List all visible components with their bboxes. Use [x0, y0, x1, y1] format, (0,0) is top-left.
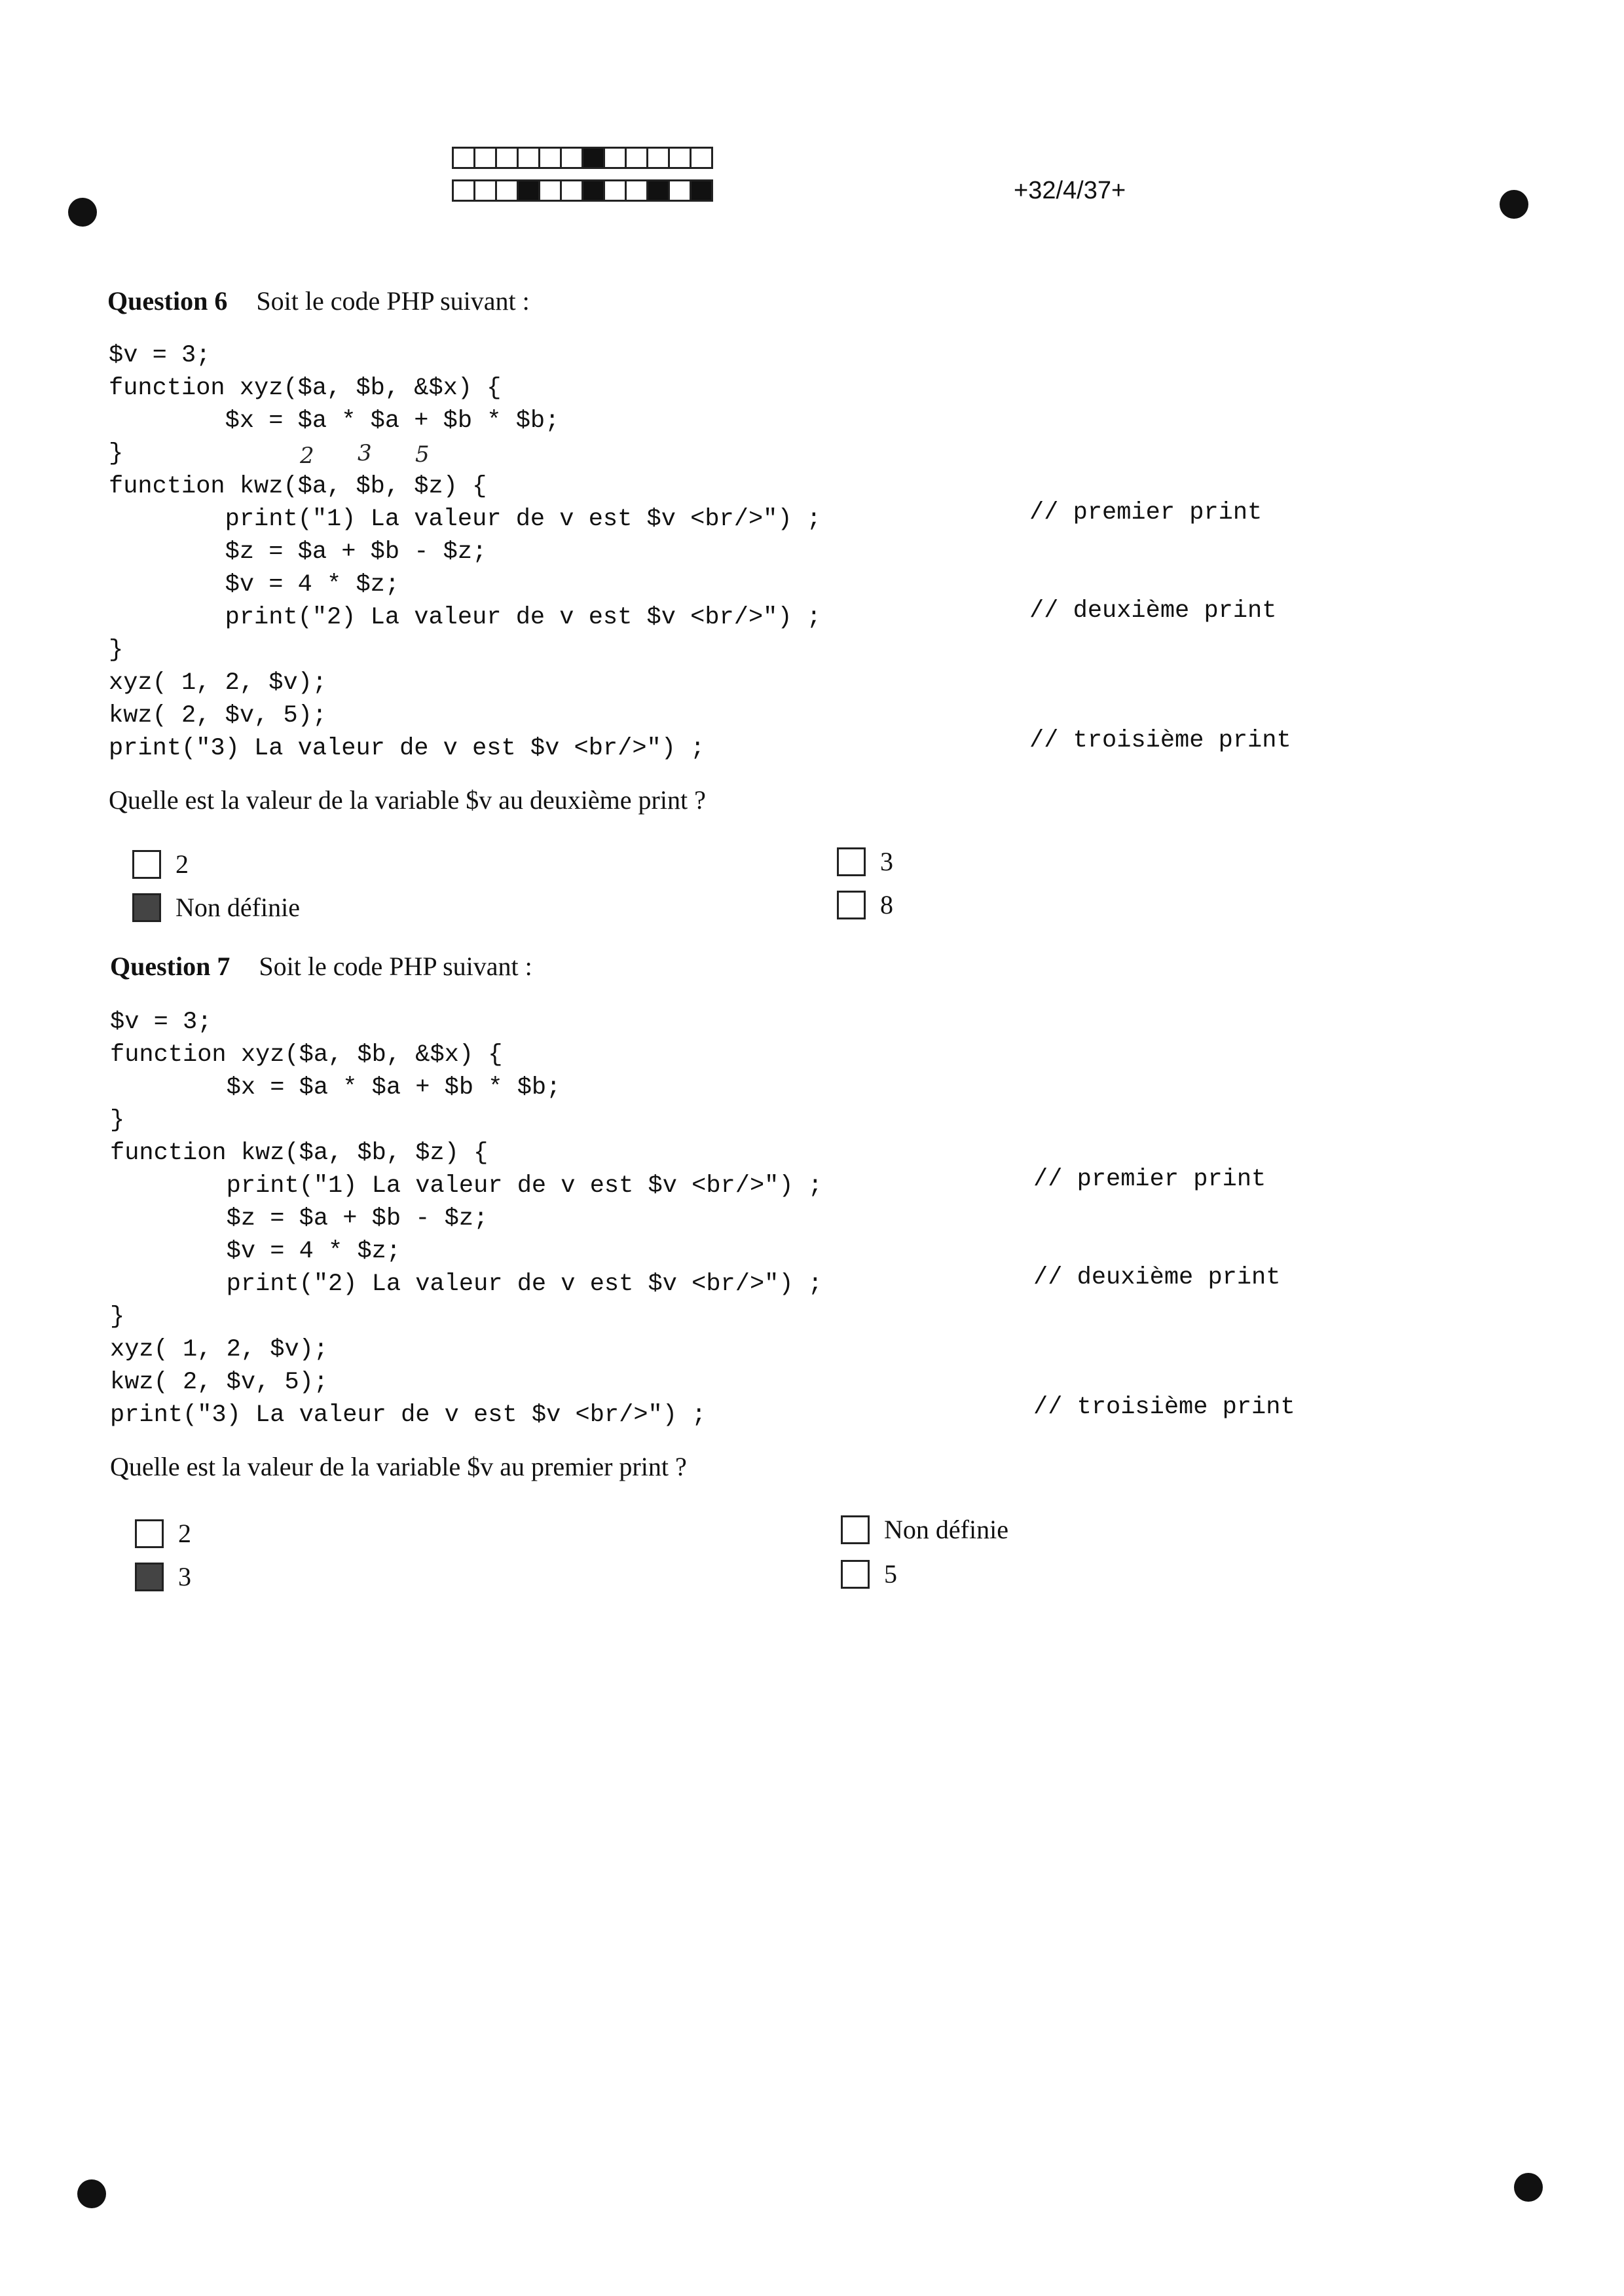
question-6-handwritten-note-1: 2 [300, 443, 314, 469]
question-7-option-non-definie-label: Non définie [884, 1515, 1008, 1544]
question-6-option-3[interactable] [837, 846, 893, 877]
id-box-cell [560, 179, 583, 202]
question-7-option-5[interactable] [841, 1559, 897, 1589]
question-6-option-non-definie-checkbox[interactable] [132, 893, 161, 922]
registration-dot-bottom-left [77, 2179, 106, 2208]
question-6-option-2-checkbox[interactable] [132, 850, 161, 879]
question-6-option-2[interactable] [132, 849, 189, 880]
id-box-cell [538, 147, 562, 169]
id-box-cell [668, 179, 692, 202]
question-7-option-5-checkbox[interactable] [841, 1560, 870, 1589]
id-box-cell [517, 179, 540, 202]
question-7-option-3-label: 3 [178, 1562, 191, 1591]
question-6-option-3-label: 3 [880, 847, 893, 876]
id-box-cell [603, 179, 627, 202]
question-7-code: $v = 3; function xyz($a, $b, &$x) { $x = $a * $a + $b * $b; } function kwz($a, $b, $z) { print("1) La valeur de v est $v <br/>") ; $z = $a + $b - $z; $v = 4 * $z; print("2) La valeur de v est $v <br/>") ; } xyz( 1, 2, $v); kwz( 2, $v, 5); print("3) La valeur de v est $v <br/>") ; [110, 1009, 822, 1429]
question-7-option-3-checkbox[interactable] [135, 1563, 164, 1591]
id-box-cell [625, 147, 648, 169]
question-7-comment-premier: // premier print [1033, 1166, 1266, 1193]
question-6-option-8-checkbox[interactable] [837, 891, 866, 919]
id-box-cell [603, 147, 627, 169]
id-box-cell [452, 147, 475, 169]
question-6-label: Question 6 [107, 286, 228, 316]
question-7-comment-troisieme: // troisième print [1033, 1394, 1295, 1421]
registration-dot-top-left [68, 198, 97, 227]
question-6-option-8-label: 8 [880, 890, 893, 919]
id-box-cell [473, 179, 497, 202]
id-box-cell [668, 147, 692, 169]
question-7-comment-deuxieme: // deuxième print [1033, 1264, 1281, 1291]
question-6-comment-deuxieme: // deuxième print [1029, 597, 1277, 625]
question-7-option-3[interactable] [135, 1561, 191, 1592]
question-7-option-5-label: 5 [884, 1559, 897, 1589]
page-id: +32/4/37+ [1014, 177, 1126, 204]
question-7-option-non-definie[interactable] [841, 1514, 1008, 1545]
id-box-cell [560, 147, 583, 169]
question-6-handwritten-note-2: 3 [358, 440, 372, 466]
question-6-header [107, 286, 530, 316]
question-6-option-2-label: 2 [175, 849, 189, 879]
question-7-prompt: Quelle est la valeur de la variable $v au premier print ? [110, 1452, 687, 1481]
question-7-intro: Soit le code PHP suivant : [259, 952, 532, 981]
question-6-option-8[interactable] [837, 889, 893, 920]
question-6-option-non-definie[interactable] [132, 892, 300, 923]
id-box-cell [690, 147, 713, 169]
id-box-cell [538, 179, 562, 202]
id-box-cell [646, 179, 670, 202]
question-7-option-non-definie-checkbox[interactable] [841, 1515, 870, 1544]
id-box-cell [473, 147, 497, 169]
question-6-intro: Soit le code PHP suivant : [256, 286, 530, 316]
question-7-option-2[interactable] [135, 1518, 191, 1549]
question-6-comment-premier: // premier print [1029, 499, 1263, 527]
id-box-cell [625, 179, 648, 202]
id-box-cell [646, 147, 670, 169]
question-6-code: $v = 3; function xyz($a, $b, &$x) { $x = $a * $a + $b * $b; } function kwz($a, $b, $z) { print("1) La valeur de v est $v <br/>") ; $z = $a + $b - $z; $v = 4 * $z; print("2) La valeur de v est $v <br/>") ; } xyz( 1, 2, $v); kwz( 2, $v, 5); print("3) La valeur de v est $v <br/>") ; [109, 342, 821, 762]
question-6-prompt: Quelle est la valeur de la variable $v au deuxième print ? [109, 785, 706, 815]
id-box-cell [581, 179, 605, 202]
question-6-handwritten-note-3: 5 [415, 441, 430, 468]
question-6-comment-troisieme: // troisième print [1029, 727, 1291, 754]
question-7-option-2-checkbox[interactable] [135, 1519, 164, 1548]
registration-dot-bottom-right [1514, 2173, 1543, 2202]
id-box-cell [517, 147, 540, 169]
id-box-cell [452, 179, 475, 202]
id-box-cell [581, 147, 605, 169]
question-7-option-2-label: 2 [178, 1519, 191, 1548]
question-6-option-3-checkbox[interactable] [837, 847, 866, 876]
question-7-label: Question 7 [110, 952, 231, 981]
id-box-cell [495, 179, 519, 202]
question-7-header [110, 951, 532, 982]
question-6-option-non-definie-label: Non définie [175, 893, 300, 922]
id-box-cell [495, 147, 519, 169]
registration-dot-top-right [1500, 190, 1528, 219]
id-box-row-2 [452, 179, 711, 202]
id-box-cell [690, 179, 713, 202]
id-box-row-1 [452, 147, 711, 169]
